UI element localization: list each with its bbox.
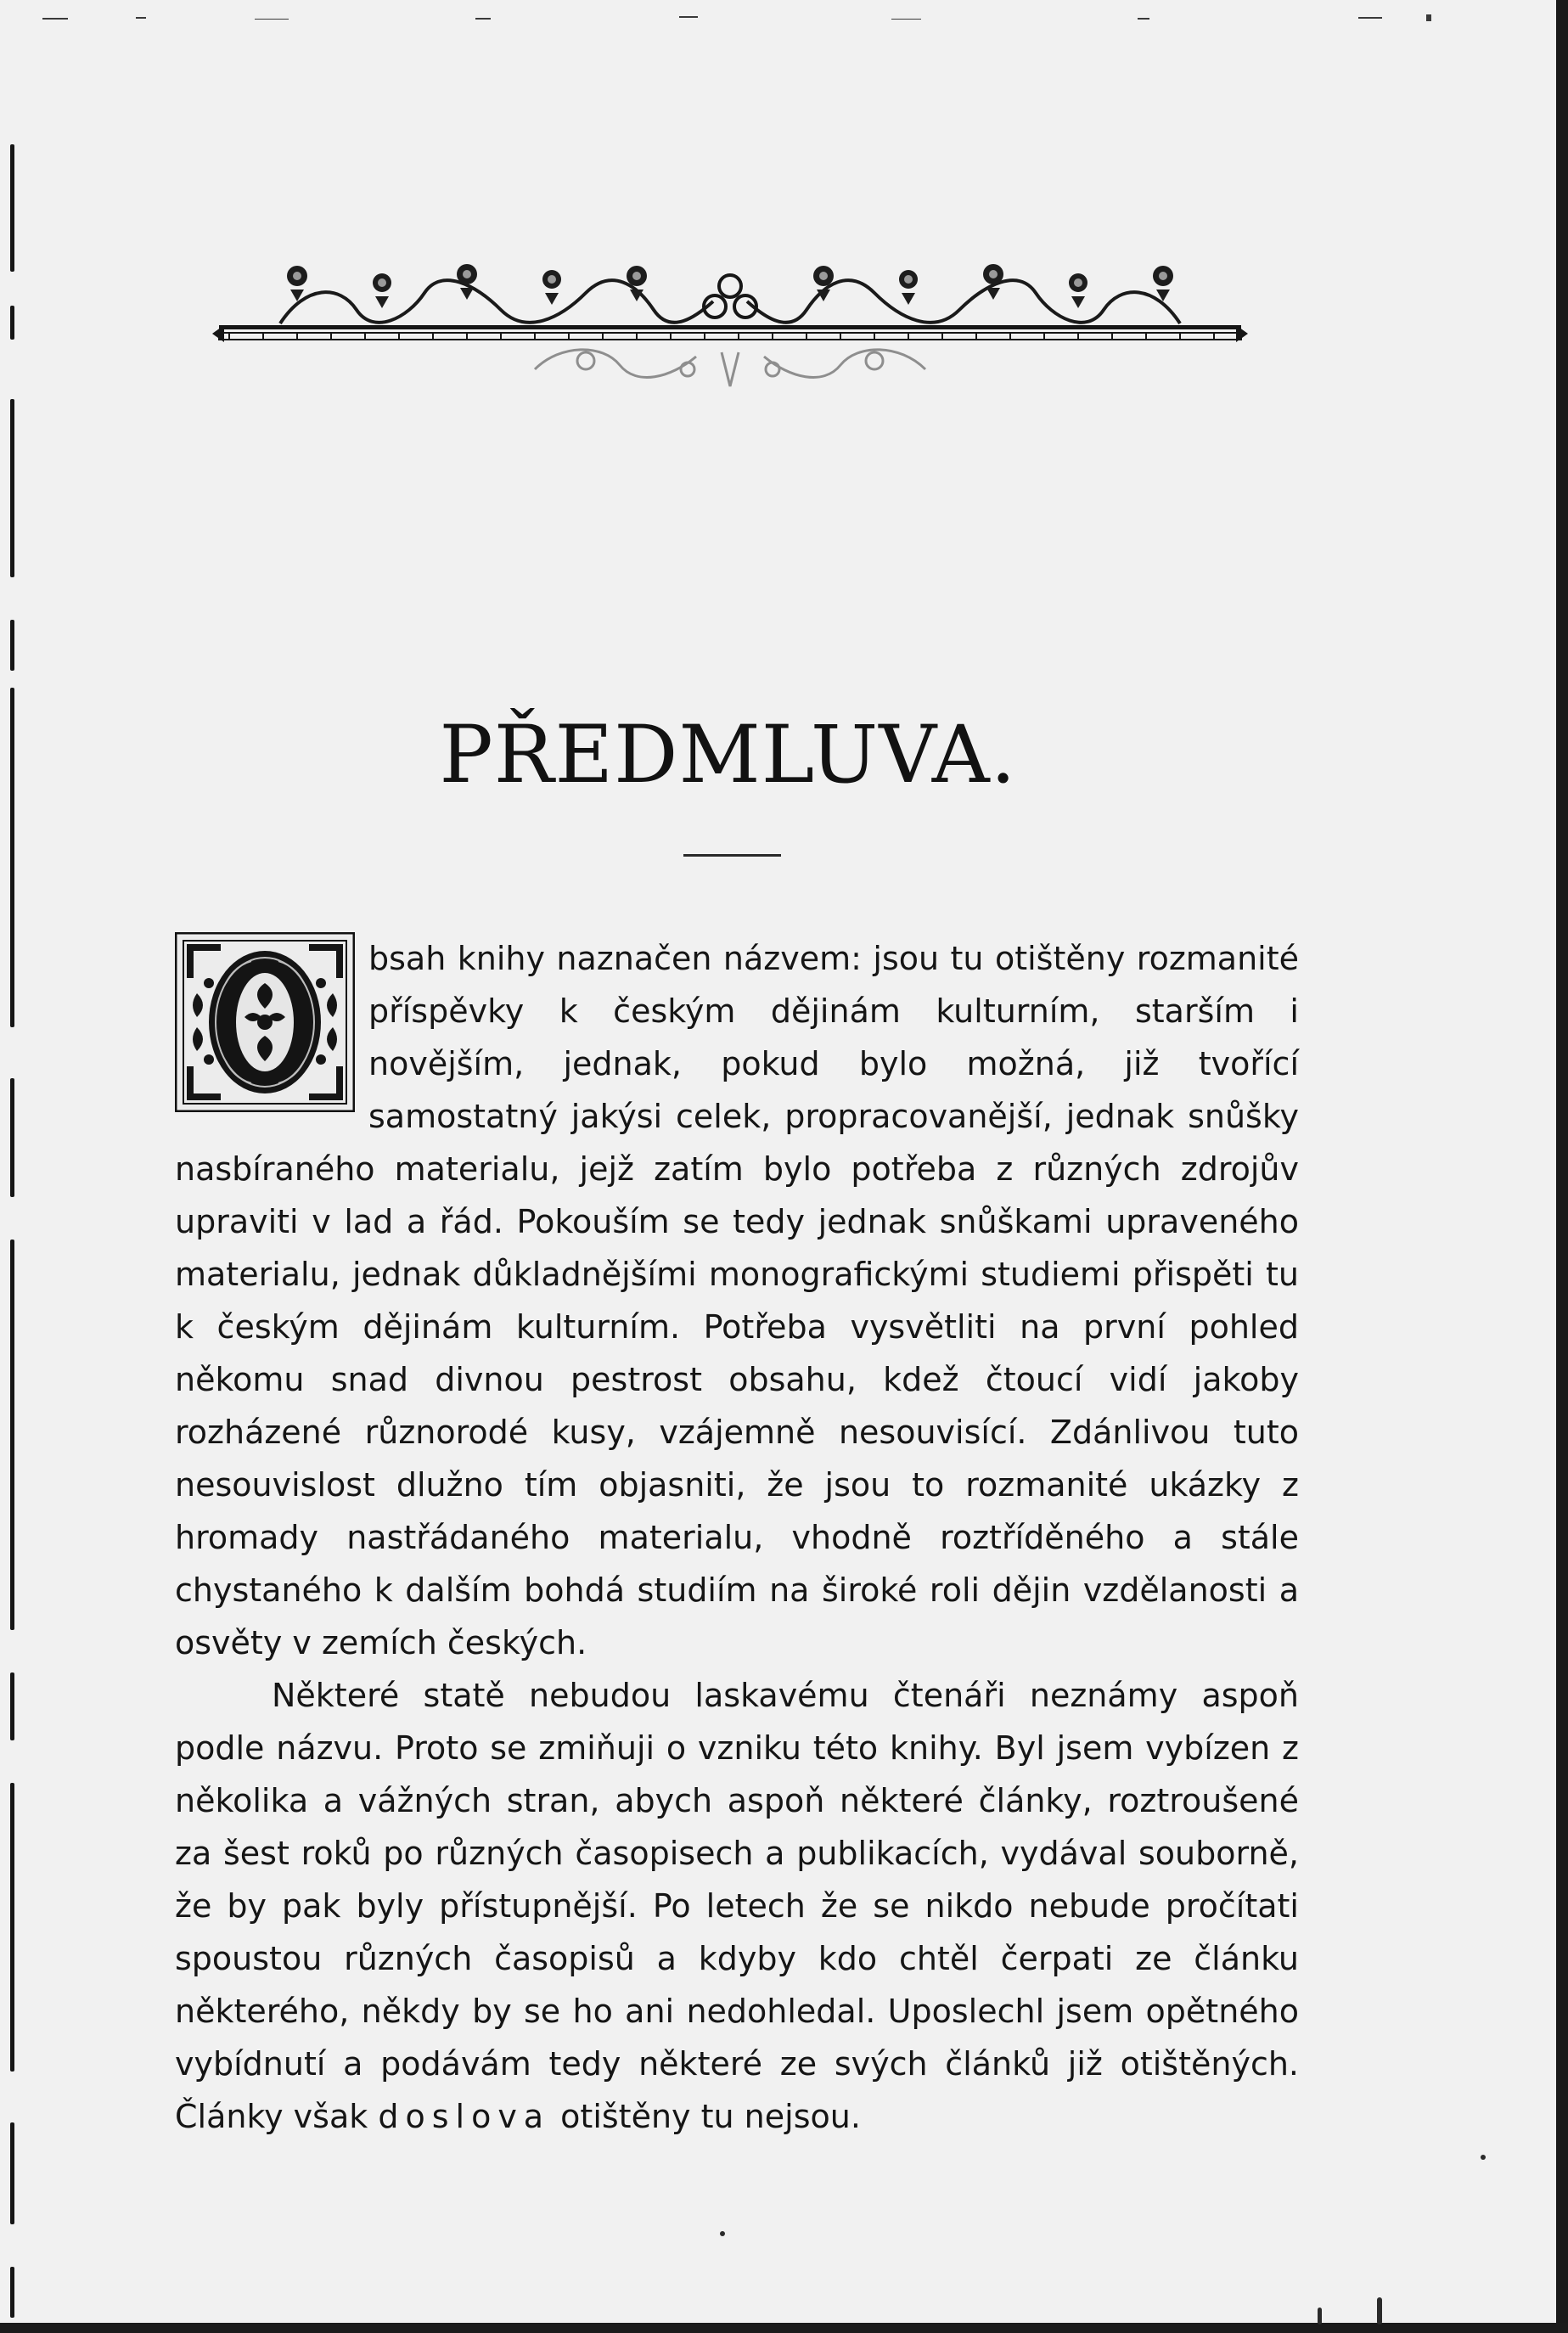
header-ornament bbox=[212, 250, 1248, 399]
scan-speck bbox=[1481, 2155, 1486, 2160]
paragraph-2-text: Některé statě nebudou laskavému čtenáři neznámy aspoň podle názvu. Proto se zmiňuji o vzniku této knihy. Byl jsem vybízen z několika a vážných stran, abych aspoň některé články, roztroušené za šest roků po různých časopisech a publikacích, vydával souborně, že by pak byly přístupnější. Po letech že se nikdo nebude pročítati spoustou různých časopisů a kdyby kdo chtěl čerpati ze článku některého, někdy by se ho ani nedohledal. Uposlechl jsem opětného vybídnutí a podávám tedy některé ze svých článků již otištěných. Články však bbox=[175, 1677, 1299, 2135]
drop-cap bbox=[175, 932, 355, 1112]
scan-speck bbox=[1377, 2297, 1382, 2325]
scan-left-edge bbox=[5, 144, 24, 2318]
floral-ornament-icon bbox=[212, 250, 1248, 399]
page-title: PŘEDMLUVA. bbox=[439, 709, 1017, 801]
scan-right-edge bbox=[1556, 0, 1568, 2333]
emphasized-word: doslova bbox=[378, 2098, 551, 2135]
scan-speck bbox=[1318, 2308, 1322, 2325]
speck-line-icon bbox=[34, 13, 1477, 25]
scan-bottom-edge bbox=[0, 2323, 1568, 2333]
paragraph-1: bsah knihy naznačen názvem: jsou tu otištěny rozmanité příspěvky k českým dějinám kulturním, starším i novějším, jednak, pokud bylo možná, již tvořící samostatný jakýsi celek, propracovanější, jednak snůšky nasbíraného materialu, jejž zatím bylo potřeba z různých zdrojův upraviti v lad a řád. Pokouším se tedy jednak snůškami upraveného materialu, jednak důkladnějšími monografickými studiemi přispěti tu k českým dějinám kulturním. Potřeba vysvětliti na první pohled někomu snad divnou pestrost obsahu, kdež čtoucí vidí jakoby rozházené různorodé kusy, vzájemně nesouvisící. Zdánlivou tuto nesouvislost dlužno tím objasniti, že jsou to rozmanité ukázky z hromady nastřádaného materialu, vhodně roztříděného a stále chystaného k dalším bohdá studiím na široké roli dějin vzdělanosti a osvěty v zemích českých. bbox=[175, 940, 1299, 1661]
paragraph-2-end: otištěny tu nejsou. bbox=[550, 2098, 861, 2135]
scan-specks-top bbox=[34, 12, 1477, 24]
paragraph-2 bbox=[175, 1669, 1299, 2143]
scan-speck bbox=[720, 2231, 725, 2236]
ornate-initial-o-icon bbox=[175, 932, 355, 1112]
title-divider bbox=[683, 854, 781, 857]
preface-body bbox=[175, 932, 1299, 2143]
